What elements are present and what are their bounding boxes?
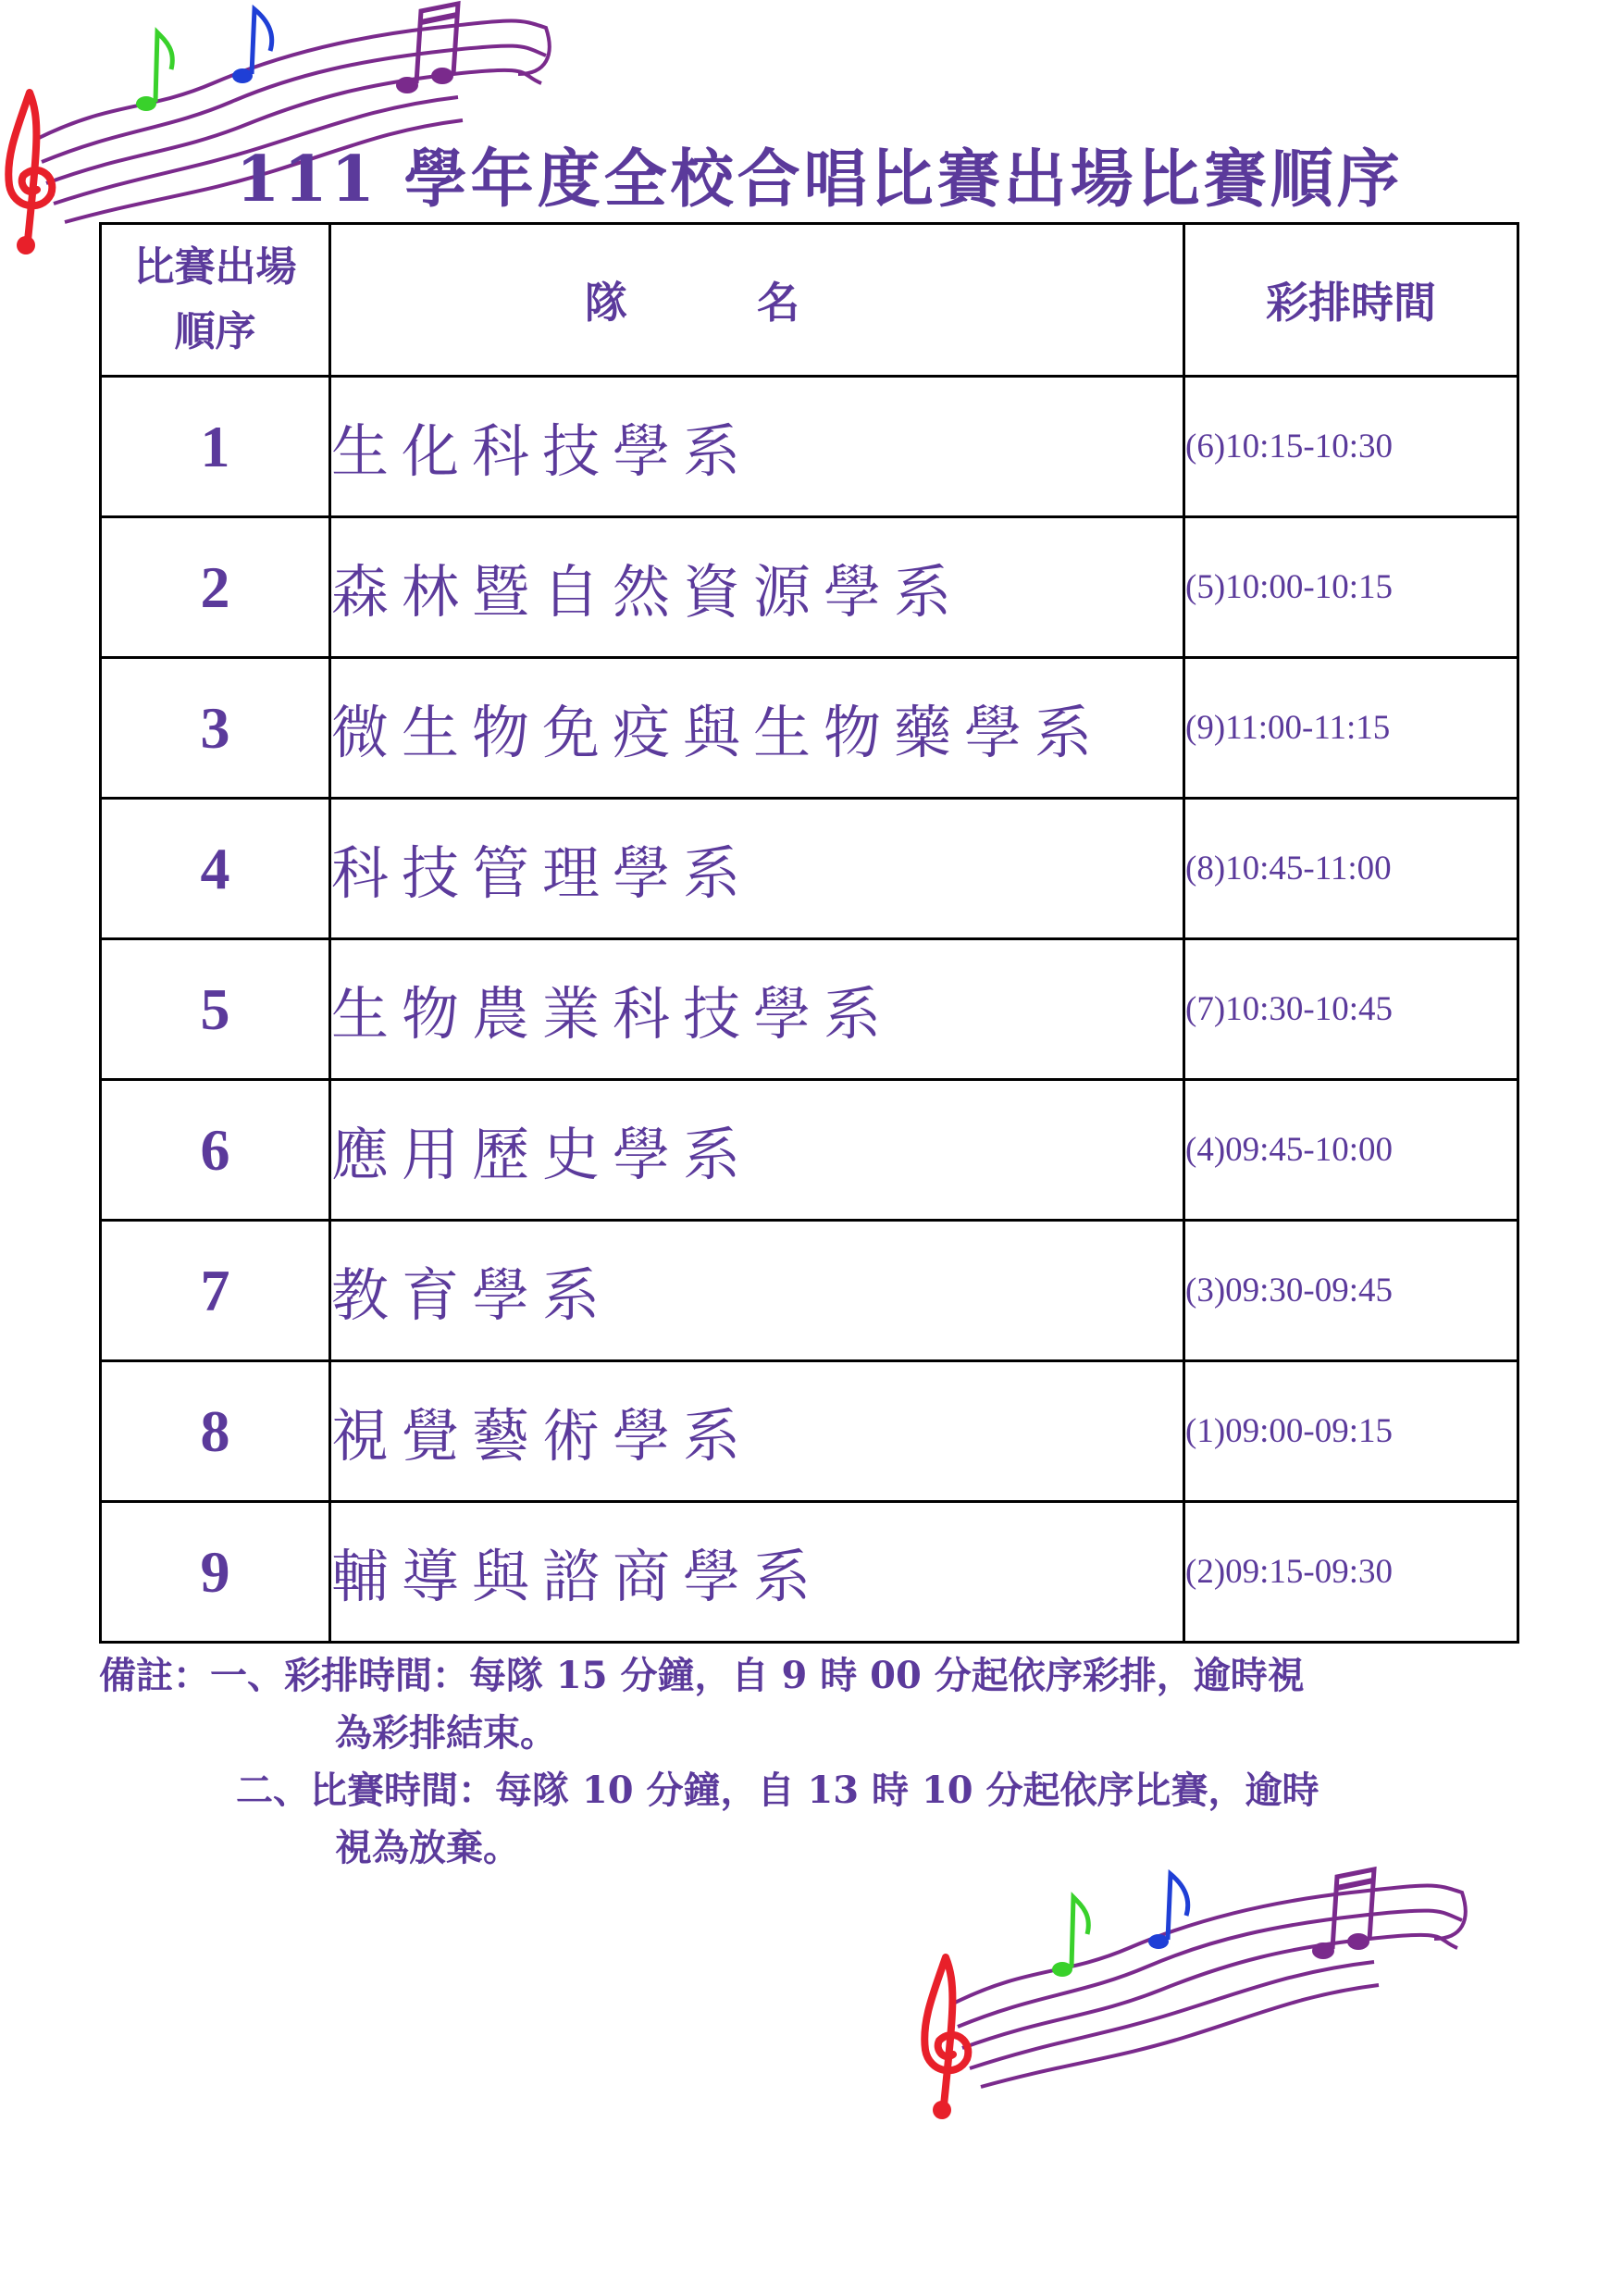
music-decoration-bottom: [916, 1860, 1490, 2128]
order-header-line1: 比賽出場: [133, 243, 297, 291]
order-cell: 2: [101, 517, 330, 658]
team-cell: 輔導與諮商學系: [330, 1502, 1184, 1643]
time-cell: (7)10:30-10:45: [1184, 939, 1518, 1080]
table-row: [101, 517, 1518, 658]
time-header: 彩排時間: [1184, 224, 1518, 377]
table-row: [101, 799, 1518, 939]
music-note-icon: [232, 9, 272, 83]
team-cell: 生物農業科技學系: [330, 939, 1184, 1080]
table-row: [101, 658, 1518, 799]
treble-clef-icon: [924, 1957, 968, 2119]
table-row: [101, 377, 1518, 517]
table-row: [101, 1502, 1518, 1643]
remark-line-4: 視為放棄。: [335, 1826, 520, 1869]
time-cell: (1)09:00-09:15: [1184, 1361, 1518, 1502]
time-cell: (5)10:00-10:15: [1184, 517, 1518, 658]
remark-line-2: 為彩排結束。: [335, 1711, 557, 1755]
page-title: 111 學年度全校合唱比賽出場比賽順序: [236, 143, 1404, 217]
team-cell: 應用歷史學系: [330, 1080, 1184, 1221]
treble-clef-icon: [8, 93, 52, 254]
team-cell: 生化科技學系: [330, 377, 1184, 517]
order-header-line2: 順序: [174, 308, 256, 355]
table-row: [101, 939, 1518, 1080]
order-cell: 4: [101, 799, 330, 939]
table-header-row: [101, 224, 1518, 377]
time-cell: (2)09:15-09:30: [1184, 1502, 1518, 1643]
order-cell: 8: [101, 1361, 330, 1502]
time-cell: (3)09:30-09:45: [1184, 1221, 1518, 1361]
schedule-table: [99, 222, 1519, 1644]
order-cell: 3: [101, 658, 330, 799]
team-cell: 教育學系: [330, 1221, 1184, 1361]
order-cell: 5: [101, 939, 330, 1080]
order-cell: 1: [101, 377, 330, 517]
team-header: 隊名: [330, 224, 1184, 377]
time-cell: (4)09:45-10:00: [1184, 1080, 1518, 1221]
team-cell: 森林暨自然資源學系: [330, 517, 1184, 658]
order-cell: 7: [101, 1221, 330, 1361]
table-row: [101, 1361, 1518, 1502]
time-cell: (8)10:45-11:00: [1184, 799, 1518, 939]
order-cell: 9: [101, 1502, 330, 1643]
order-cell: 6: [101, 1080, 330, 1221]
team-cell: 視覺藝術學系: [330, 1361, 1184, 1502]
team-cell: 微生物免疫與生物藥學系: [330, 658, 1184, 799]
remark-line-3: 二、比賽時間：每隊 10 分鐘，自 13 時 10 分起依序比賽，逾時: [236, 1769, 1319, 1812]
table-row: [101, 1080, 1518, 1221]
time-cell: (6)10:15-10:30: [1184, 377, 1518, 517]
remark-line-1: 備註：一、彩排時間：每隊 15 分鐘，自 9 時 00 分起依序彩排，逾時視: [99, 1654, 1305, 1697]
team-cell: 科技管理學系: [330, 799, 1184, 939]
time-cell: (9)11:00-11:15: [1184, 658, 1518, 799]
table-row: [101, 1221, 1518, 1361]
music-note-icon: [1148, 1874, 1188, 1949]
order-header: [101, 224, 330, 377]
